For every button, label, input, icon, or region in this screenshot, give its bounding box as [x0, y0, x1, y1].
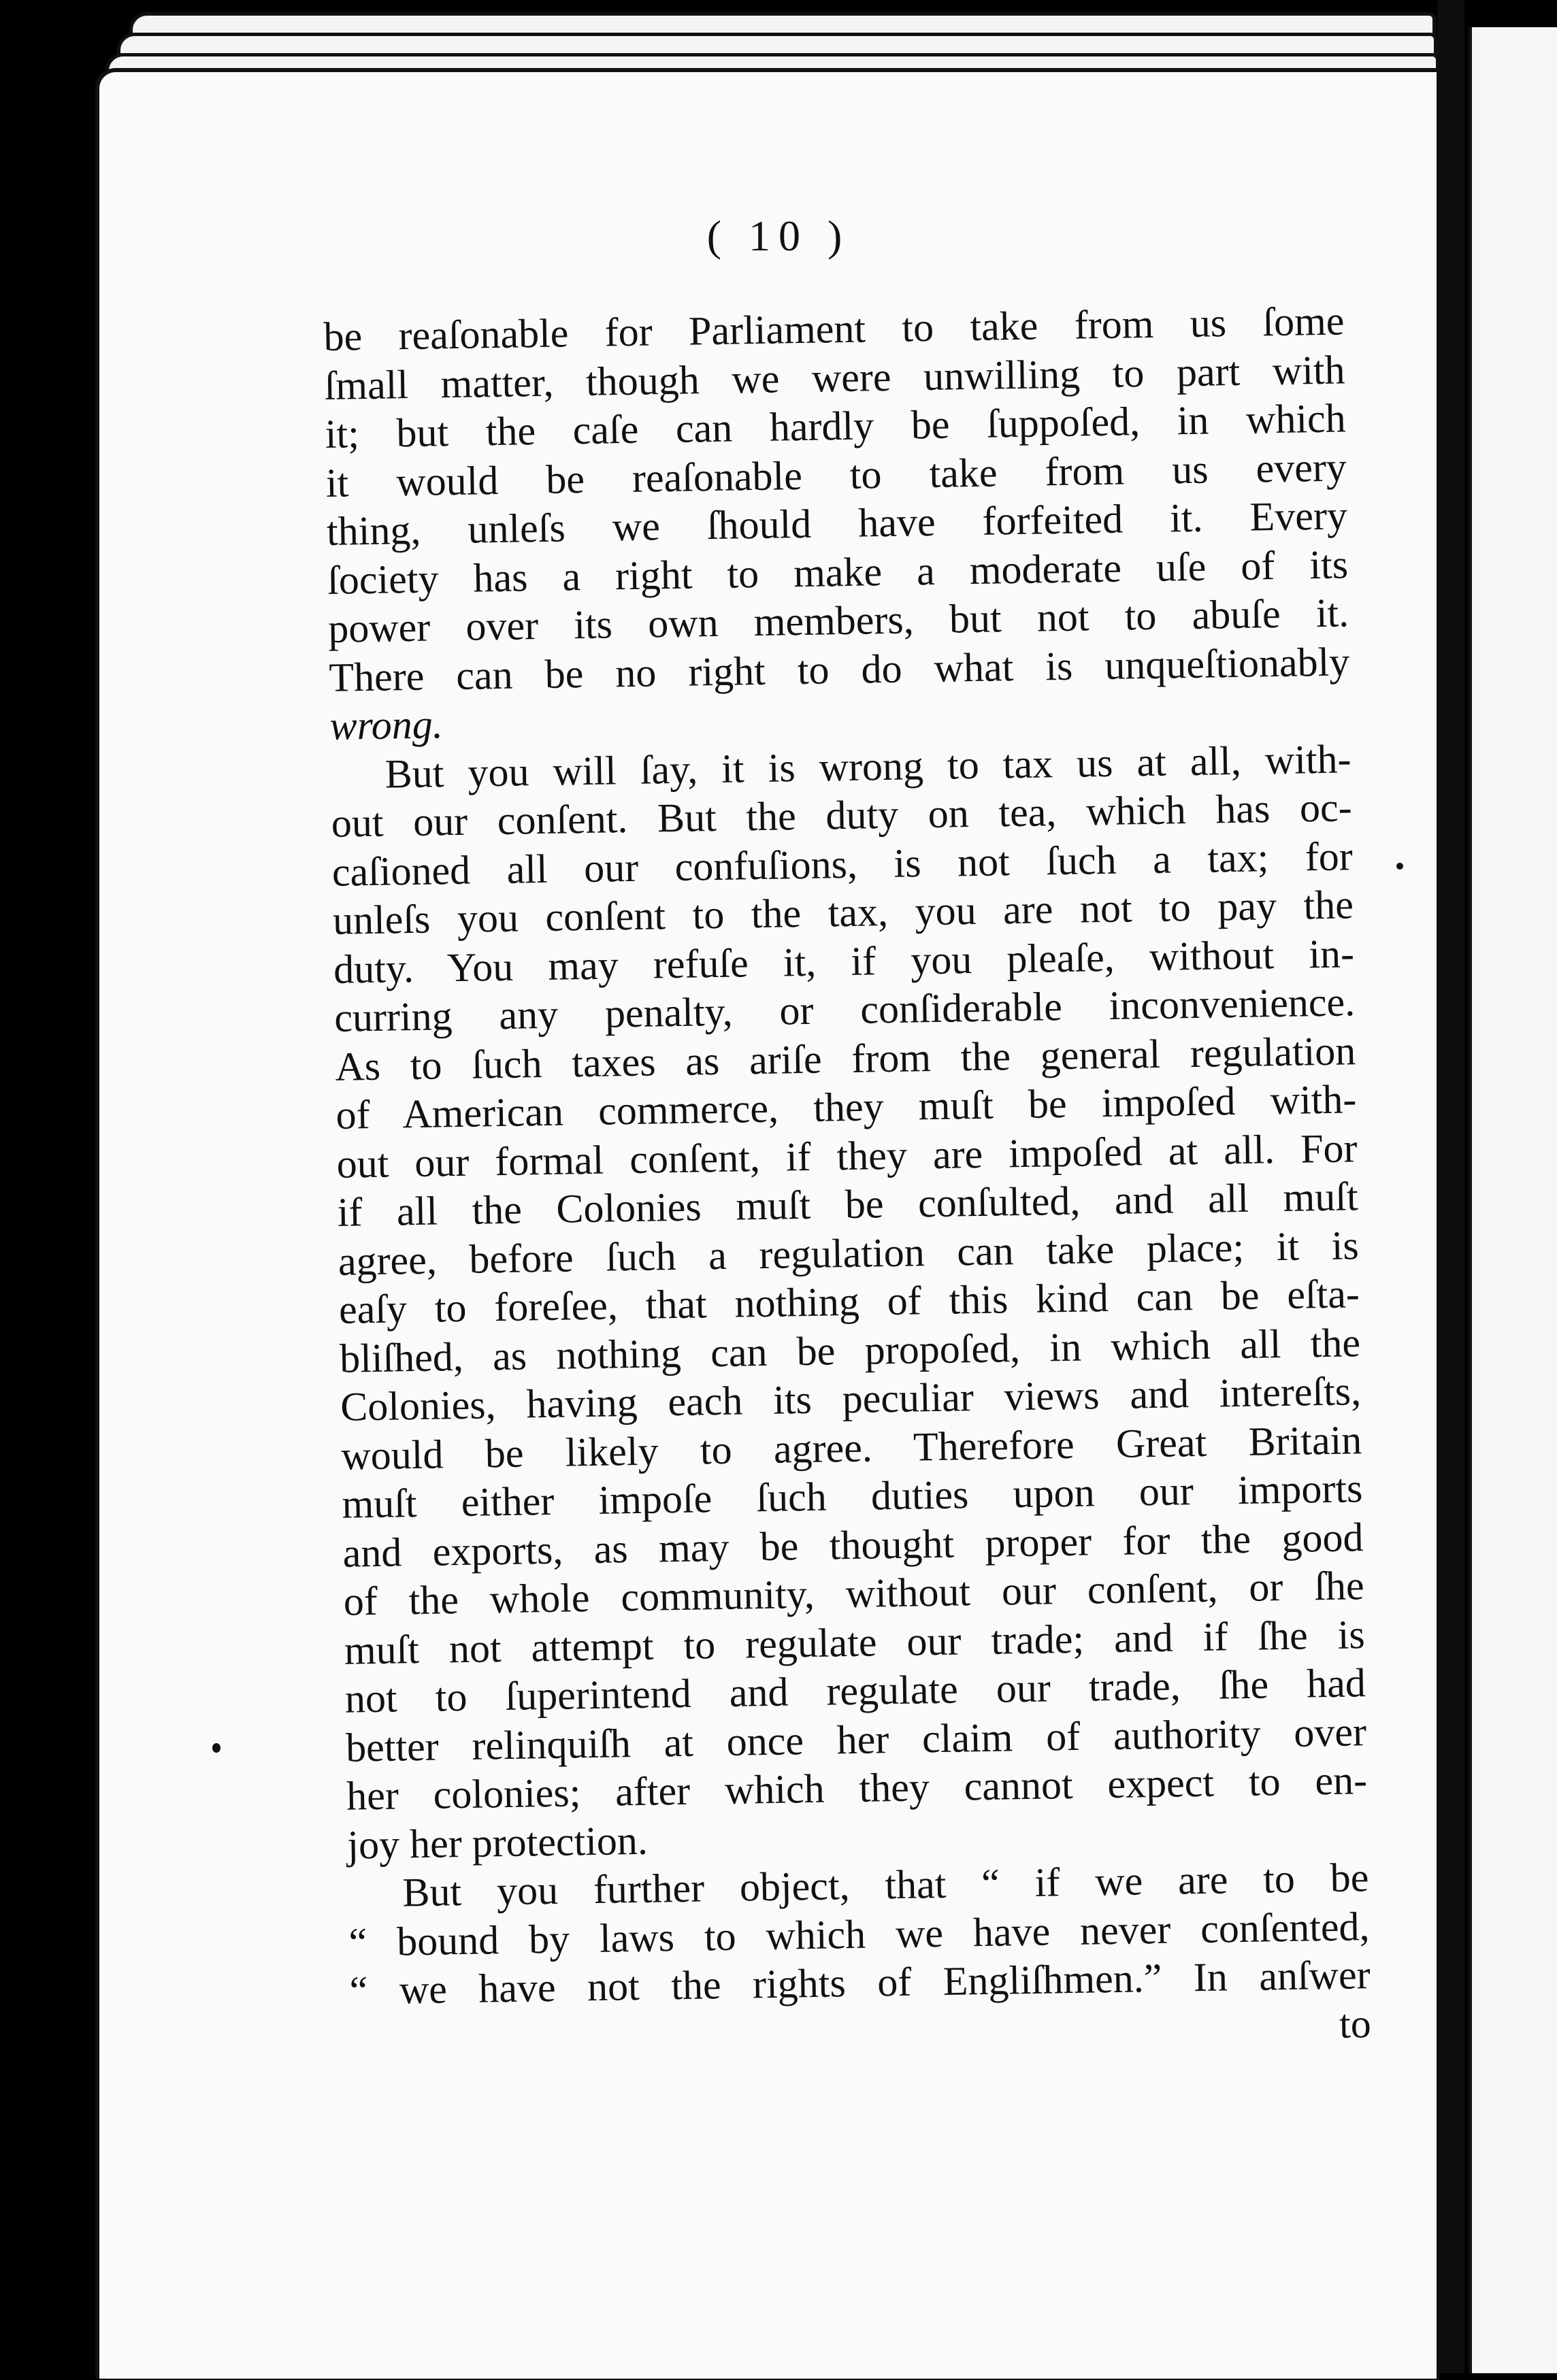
text-line: her colonies; after which they cannot expect to en- — [346, 1757, 1368, 1819]
page-number: 10 — [749, 212, 808, 260]
ink-speck — [1396, 863, 1403, 870]
text-line: eaſy to foreſee, that nothing of this kind can be eſta- — [338, 1271, 1360, 1332]
book-gutter — [1437, 0, 1464, 2373]
text-line: unleſs you conſent to the tax, you are not to pay the — [332, 882, 1354, 943]
text-line: agree, before ſuch a regulation can take place; it is — [338, 1222, 1360, 1284]
text-line: out our conſent. But the duty on tea, which has oc- — [331, 784, 1353, 846]
page-header — [0, 211, 1557, 261]
text-line: There can be no right to do what is unqueſtionably — [328, 638, 1350, 700]
text-line: of the whole community, without our conſent, or ſhe — [343, 1563, 1365, 1624]
text-line: muſt either impoſe ſuch duties upon our imports — [341, 1466, 1363, 1527]
text-line: ſociety has a right to make a moderate uſe of its — [327, 541, 1349, 603]
ink-speck — [212, 1743, 220, 1753]
text-line: duty. You may refuſe it, if you pleaſe, without in- — [333, 930, 1355, 992]
text-line: bliſhed, as nothing can be propoſed, in which all the — [339, 1319, 1361, 1381]
text-line: Colonies, having each its peculiar views and intereſts, — [340, 1368, 1362, 1429]
text-line: it; but the caſe can hardly be ſuppoſed, in which — [325, 395, 1347, 457]
text-line: wrong. — [329, 701, 444, 748]
header-open-paren: ( — [706, 212, 730, 260]
text-line: joy her protection. — [346, 1817, 649, 1868]
header-close-paren: ) — [827, 212, 851, 260]
text-line: But you further object, that “ if we are to be — [401, 1855, 1369, 1915]
text-line: to — [1339, 2000, 1372, 2047]
text-line: curring any penalty, or conſiderable inconvenience. — [333, 979, 1356, 1040]
text-line: thing, unleſs we ſhould have forfeited it. Every — [326, 493, 1348, 554]
text-line: not to ſuperintend and regulate our trade, ſhe had — [344, 1660, 1366, 1721]
text-line: But you will ſay, it is wrong to tax us at all, with- — [384, 736, 1351, 797]
body-text — [323, 297, 1371, 2064]
text-line: would be likely to agree. Therefore Great Britain — [340, 1417, 1362, 1478]
text-line: As to ſuch taxes as ariſe from the general regulation — [334, 1027, 1356, 1089]
text-line: out our formal conſent, if they are impoſed at all. For — [336, 1125, 1358, 1187]
text-line: be reaſonable for Parliament to take from us ſome — [323, 298, 1345, 359]
text-line: ſmall matter, though we were unwilling to part with — [324, 346, 1346, 408]
text-line: caſioned all our confuſions, is not ſuch a tax; for — [331, 833, 1354, 895]
text-line: it would be reaſonable to take from us every — [325, 444, 1347, 506]
text-line: if all the Colonies muſt be conſulted, and all muſt — [337, 1174, 1359, 1235]
text-line: muſt not attempt to regulate our trade; and if ſhe is — [344, 1611, 1366, 1673]
text-line: “ bound by laws to which we have never conſented, — [348, 1903, 1370, 1965]
text-line: power over its own members, but not to abuſe it. — [327, 590, 1349, 651]
text-line: “ we have not the rights of Engliſhmen.” In anſwer — [349, 1952, 1371, 2013]
facing-page-edge — [1469, 27, 1557, 2373]
text-line: and exports, as may be thought proper for the good — [342, 1514, 1364, 1576]
text-line: of American commerce, they muſt be impoſed with- — [335, 1076, 1357, 1138]
text-line: better relinquiſh at once her claim of authority over — [345, 1708, 1367, 1770]
